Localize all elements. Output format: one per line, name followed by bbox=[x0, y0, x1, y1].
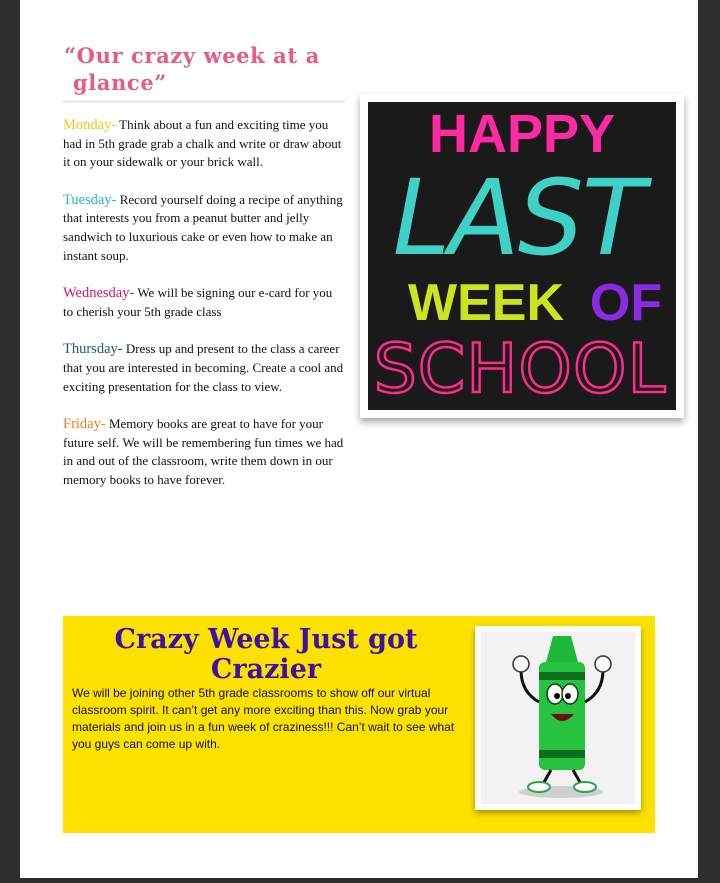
poster-artwork bbox=[368, 102, 676, 410]
day-monday bbox=[63, 116, 345, 172]
day-tuesday bbox=[63, 191, 345, 265]
day-name: Monday- bbox=[63, 117, 117, 133]
poster-word-week: WEEK bbox=[408, 274, 564, 332]
document-page bbox=[20, 0, 698, 878]
happy-last-week-poster bbox=[360, 94, 684, 418]
banner-body: We will be joining other 5th grade classrooms to show off our virtual classroom spirit. It can’t get any more exciting than this. Now grab your materials and join us in a fun week of craziness!!! Can’t wait to see what you guys can come up with. bbox=[72, 686, 455, 751]
day-name: Wednesday- bbox=[63, 285, 135, 302]
day-wednesday bbox=[63, 284, 345, 321]
crayon-mascot-frame bbox=[475, 626, 641, 810]
banner-title-line-1: Crazy Week Just got bbox=[114, 624, 418, 655]
poster-word-school: SCHOOL bbox=[373, 330, 667, 409]
poster-image bbox=[368, 102, 676, 410]
heading-line-1: “Our crazy week at a bbox=[64, 43, 320, 68]
green-crayon-icon bbox=[481, 632, 635, 804]
day-description: Think about a fun and exciting time you had in 5th grade grab a chalk and write or draw about it on your sidewalk or your brick wall. bbox=[63, 117, 342, 170]
day-friday bbox=[63, 415, 345, 489]
crayon-mascot-image bbox=[481, 632, 635, 804]
day-name: Thursday- bbox=[63, 341, 123, 358]
day-name: Tuesday- bbox=[63, 191, 117, 208]
day-description: Record yourself doing a recipe of anything that interests you from a peanut butter and jelly sandwich to luxurious cake or even how to make an instant soup. bbox=[63, 191, 343, 263]
heading-divider bbox=[63, 100, 345, 103]
day-description: We will be signing our e-card for you to cherish your 5th grade class bbox=[63, 285, 333, 319]
day-description: Memory books are great to have for your future self. We will be remembering fun times we had in and out of the classroom, write them down in our memory books to have forever. bbox=[63, 416, 344, 487]
heading-line-2: glance” bbox=[73, 70, 167, 95]
day-thursday bbox=[63, 340, 345, 396]
page-heading bbox=[64, 42, 354, 96]
crazy-week-banner bbox=[63, 616, 655, 833]
poster-word-happy: HAPPY bbox=[428, 104, 616, 164]
day-description: Dress up and present to the class a career that you are interested in becoming. Create a cool and exciting presentation for the class to view. bbox=[63, 341, 344, 394]
banner-title bbox=[91, 625, 441, 685]
weekly-schedule bbox=[63, 116, 345, 509]
day-name: Friday- bbox=[63, 416, 106, 433]
banner-title-line-2: Crazier bbox=[210, 654, 322, 685]
poster-word-of: OF bbox=[589, 274, 663, 332]
poster-word-last: LAST bbox=[392, 157, 644, 279]
